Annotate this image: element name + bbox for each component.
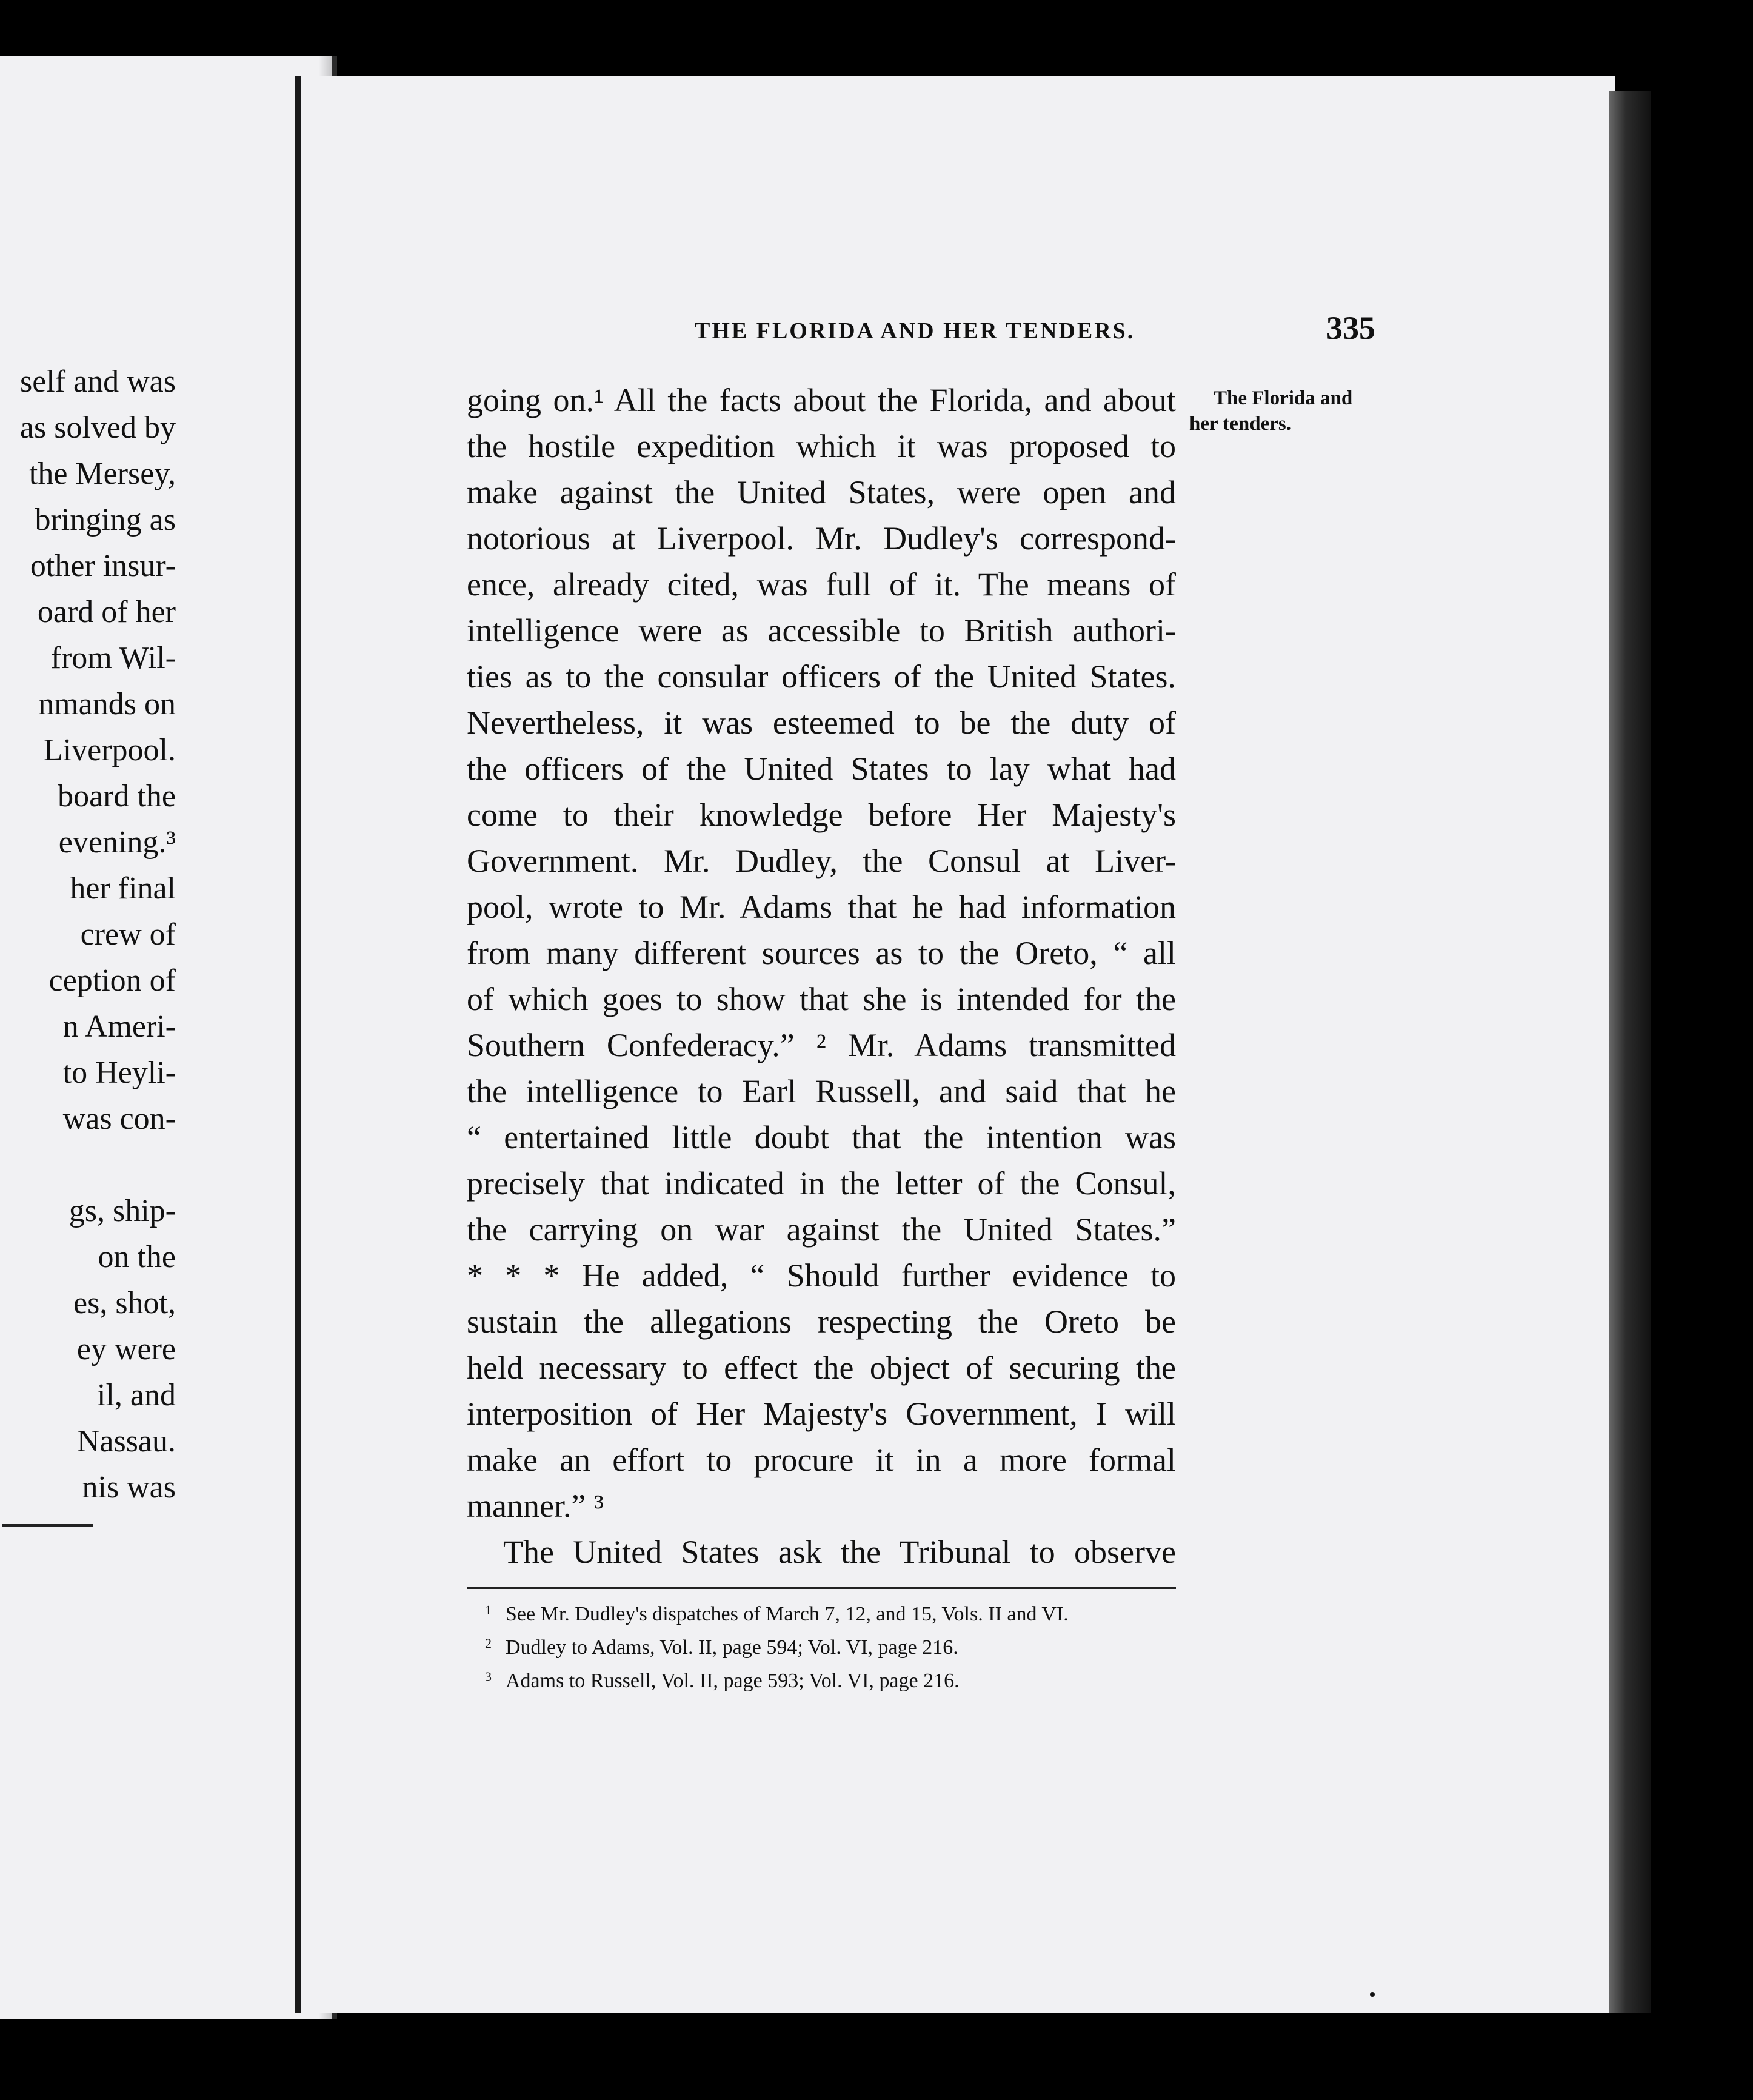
body-line: “ entertained little doubt that the intention was (467, 1119, 1176, 1155)
body-line: the intelligence to Earl Russell, and said that he (467, 1073, 1176, 1109)
body-line: * * * He added, “ Should further evidence to (467, 1257, 1176, 1294)
footnote-rule (467, 1587, 1176, 1589)
body-line: from many different sources as to the Oreto, “ all (467, 935, 1176, 971)
left-page-line: from Wil- (50, 641, 176, 675)
footnote (485, 1629, 1176, 1662)
left-page-line: her final (70, 871, 176, 906)
body-line: the carrying on war against the United States.” (467, 1211, 1176, 1248)
left-page-line: board the (58, 779, 176, 814)
left-page-line: other insur- (30, 549, 176, 583)
body-line: Nevertheless, it was esteemed to be the duty of (467, 704, 1176, 741)
left-page-line: n Ameri- (62, 1009, 176, 1044)
footnote (485, 1596, 1176, 1629)
left-page-line: ception of (48, 963, 176, 998)
left-page-line: to Heyli- (62, 1055, 176, 1090)
body-line: precisely that indicated in the letter of the Consul, (467, 1165, 1176, 1202)
footnote (485, 1662, 1176, 1696)
body-line: come to their knowledge before Her Majesty's (467, 797, 1176, 833)
left-page (0, 56, 337, 2019)
margin-note-line: her tenders. (1189, 413, 1292, 435)
body-line: sustain the allegations respecting the Oreto be (467, 1303, 1176, 1340)
footnote-text: Dudley to Adams, Vol. II, page 594; Vol. VI, page 216. (506, 1636, 958, 1659)
body-line: going on.¹ All the facts about the Florida, and about (467, 382, 1176, 418)
body-line: pool, wrote to Mr. Adams that he had information (467, 889, 1176, 925)
body-line: Southern Confederacy.” ² Mr. Adams transmitted (467, 1027, 1176, 1063)
footnote-mark: 3 (485, 1669, 492, 1684)
left-page-line: self and was (19, 364, 176, 399)
body-line: manner.” ³ (467, 1488, 604, 1524)
left-page-line: ey were (76, 1332, 176, 1366)
footnote-text: Adams to Russell, Vol. II, page 593; Vol. VI, page 216. (506, 1670, 960, 1692)
left-page-line: nis was (82, 1470, 176, 1505)
left-page-line: Nassau. (76, 1424, 176, 1459)
body-line: make an effort to procure it in a more formal (467, 1442, 1176, 1478)
left-page-line: on the (98, 1240, 176, 1274)
left-page-line: nmands on (38, 687, 176, 721)
margin-note (1189, 386, 1383, 436)
body-line: held necessary to effect the object of securing the (467, 1349, 1176, 1386)
body-line: notorious at Liverpool. Mr. Dudley's correspond- (467, 520, 1176, 557)
left-page-line: the Mersey, (28, 456, 176, 491)
margin-note-line: The Florida and (1214, 387, 1353, 409)
left-page-line: bringing as (35, 503, 176, 537)
footnote-mark: 1 (485, 1602, 492, 1617)
body-line: of which goes to show that she is intended for the (467, 981, 1176, 1017)
left-page-line: as solved by (19, 410, 176, 445)
body-line: ence, already cited, was full of it. The means of (467, 566, 1176, 603)
running-head: THE FLORIDA AND HER TENDERS. (695, 318, 1135, 344)
body-line: interposition of Her Majesty's Government, I will (467, 1396, 1176, 1432)
body-line: the officers of the United States to lay what had (467, 751, 1176, 787)
left-page-line: Liverpool. (43, 733, 176, 767)
scan-dot (1370, 1992, 1375, 1997)
left-page-line: gs, ship- (68, 1194, 176, 1228)
footnote-text: See Mr. Dudley's dispatches of March 7, 12, and 15, Vols. II and VI. (506, 1603, 1069, 1625)
body-line: intelligence were as accessible to British authori- (467, 612, 1176, 649)
left-page-line: il, and (97, 1378, 176, 1413)
body-line: Government. Mr. Dudley, the Consul at Liver- (467, 843, 1176, 879)
body-line: ties as to the consular officers of the United States. (467, 658, 1176, 695)
left-page-footnote-rule (2, 1524, 93, 1527)
left-page-line: es, shot, (73, 1286, 176, 1320)
page-number: 335 (1326, 310, 1375, 346)
left-page-line: oard of her (37, 595, 176, 629)
footnote-mark: 2 (485, 1636, 492, 1651)
left-page-line: was con- (62, 1102, 176, 1136)
left-page-line: evening.³ (58, 825, 176, 860)
body-line: the hostile expedition which it was proposed to (467, 428, 1176, 464)
book-edge (1609, 91, 1651, 2013)
body-line: make against the United States, were open and (467, 474, 1176, 510)
body-text (467, 377, 1176, 1575)
body-line: The United States ask the Tribunal to observe (503, 1534, 1176, 1570)
left-page-line: crew of (80, 917, 176, 952)
footnotes (485, 1596, 1176, 1696)
